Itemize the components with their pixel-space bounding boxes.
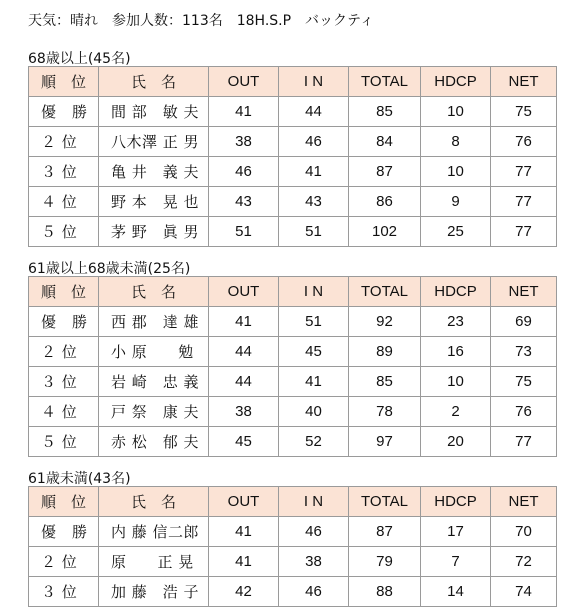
net-cell: 74 xyxy=(491,577,557,607)
column-header-in: I N xyxy=(279,67,349,97)
table-header-row xyxy=(29,67,557,97)
net-cell: 77 xyxy=(491,157,557,187)
name-cell: 岩 崎 忠 義 xyxy=(111,373,200,391)
column-header-out: OUT xyxy=(209,277,279,307)
out-cell: 45 xyxy=(209,427,279,457)
hdcp-cell: 10 xyxy=(421,97,491,127)
rank-cell: ２ 位 xyxy=(41,133,78,151)
section-title-61-to-68: 61歳以上68歳未満(25名) xyxy=(28,261,191,277)
in-cell: 38 xyxy=(279,547,349,577)
column-header-total: TOTAL xyxy=(349,67,421,97)
column-header-name: 氏 名 xyxy=(99,277,209,307)
column-header-out: OUT xyxy=(209,487,279,517)
table-row xyxy=(29,427,557,457)
total-cell: 92 xyxy=(349,307,421,337)
rank-cell: ３ 位 xyxy=(41,163,78,181)
net-cell: 76 xyxy=(491,397,557,427)
column-header-rank: 順 位 xyxy=(29,277,99,307)
column-header-net: NET xyxy=(491,67,557,97)
out-cell: 38 xyxy=(209,397,279,427)
net-cell: 75 xyxy=(491,97,557,127)
out-cell: 44 xyxy=(209,367,279,397)
net-cell: 75 xyxy=(491,367,557,397)
total-cell: 84 xyxy=(349,127,421,157)
hdcp-cell: 7 xyxy=(421,547,491,577)
rank-cell: 優 勝 xyxy=(41,103,88,121)
in-cell: 51 xyxy=(279,217,349,247)
hdcp-cell: 9 xyxy=(421,187,491,217)
out-cell: 41 xyxy=(209,517,279,547)
net-cell: 77 xyxy=(491,427,557,457)
rank-cell: ３ 位 xyxy=(41,583,78,601)
rank-cell: ２ 位 xyxy=(41,553,78,571)
total-cell: 97 xyxy=(349,427,421,457)
total-cell: 79 xyxy=(349,547,421,577)
hdcp-cell: 8 xyxy=(421,127,491,157)
table-row xyxy=(29,217,557,247)
hdcp-cell: 20 xyxy=(421,427,491,457)
table-header-row xyxy=(29,487,557,517)
table-header-row xyxy=(29,277,557,307)
out-cell: 42 xyxy=(209,577,279,607)
column-header-in: I N xyxy=(279,487,349,517)
in-cell: 52 xyxy=(279,427,349,457)
table-row xyxy=(29,367,557,397)
out-cell: 41 xyxy=(209,97,279,127)
net-cell: 72 xyxy=(491,547,557,577)
out-cell: 46 xyxy=(209,157,279,187)
column-header-name: 氏 名 xyxy=(99,67,209,97)
net-cell: 76 xyxy=(491,127,557,157)
total-cell: 86 xyxy=(349,187,421,217)
name-cell: 内 藤 信二郎 xyxy=(111,523,200,541)
rank-cell: ４ 位 xyxy=(41,193,78,211)
results-table-61-to-68 xyxy=(28,276,557,457)
name-cell: 間 部 敏 夫 xyxy=(111,103,200,121)
table-row xyxy=(29,517,557,547)
total-cell: 85 xyxy=(349,97,421,127)
table-row xyxy=(29,577,557,607)
table-row xyxy=(29,547,557,577)
in-cell: 41 xyxy=(279,157,349,187)
table-row xyxy=(29,157,557,187)
out-cell: 43 xyxy=(209,187,279,217)
hdcp-cell: 10 xyxy=(421,157,491,187)
name-cell: 八木澤 正 男 xyxy=(111,133,200,151)
net-cell: 77 xyxy=(491,187,557,217)
table-row xyxy=(29,187,557,217)
column-header-net: NET xyxy=(491,277,557,307)
column-header-rank: 順 位 xyxy=(29,487,99,517)
in-cell: 46 xyxy=(279,517,349,547)
column-header-hdcp: HDCP xyxy=(421,67,491,97)
section-title-68-plus: 68歳以上(45名) xyxy=(28,51,131,67)
in-cell: 46 xyxy=(279,577,349,607)
hdcp-cell: 10 xyxy=(421,367,491,397)
hdcp-cell: 17 xyxy=(421,517,491,547)
name-cell: 亀 井 義 夫 xyxy=(111,163,200,181)
rank-cell: ４ 位 xyxy=(41,403,78,421)
hdcp-cell: 25 xyxy=(421,217,491,247)
in-cell: 40 xyxy=(279,397,349,427)
total-cell: 89 xyxy=(349,337,421,367)
column-header-hdcp: HDCP xyxy=(421,277,491,307)
column-header-rank: 順 位 xyxy=(29,67,99,97)
total-cell: 78 xyxy=(349,397,421,427)
rank-cell: ５ 位 xyxy=(41,223,78,241)
rank-cell: ３ 位 xyxy=(41,373,78,391)
hdcp-cell: 2 xyxy=(421,397,491,427)
column-header-out: OUT xyxy=(209,67,279,97)
out-cell: 38 xyxy=(209,127,279,157)
out-cell: 41 xyxy=(209,547,279,577)
in-cell: 51 xyxy=(279,307,349,337)
column-header-total: TOTAL xyxy=(349,277,421,307)
rank-cell: ２ 位 xyxy=(41,343,78,361)
net-cell: 73 xyxy=(491,337,557,367)
section-title-under-61: 61歳未満(43名) xyxy=(28,471,131,487)
net-cell: 70 xyxy=(491,517,557,547)
results-table-68-plus xyxy=(28,66,557,247)
net-cell: 77 xyxy=(491,217,557,247)
in-cell: 43 xyxy=(279,187,349,217)
hdcp-cell: 16 xyxy=(421,337,491,367)
name-cell: 小 原 勉 xyxy=(111,343,194,361)
table-row xyxy=(29,337,557,367)
total-cell: 87 xyxy=(349,517,421,547)
total-cell: 102 xyxy=(349,217,421,247)
hdcp-cell: 14 xyxy=(421,577,491,607)
out-cell: 51 xyxy=(209,217,279,247)
in-cell: 41 xyxy=(279,367,349,397)
total-cell: 87 xyxy=(349,157,421,187)
name-cell: 加 藤 浩 子 xyxy=(111,583,200,601)
rank-cell: ５ 位 xyxy=(41,433,78,451)
column-header-total: TOTAL xyxy=(349,487,421,517)
page-header: 天気：晴れ 参加人数：113名 18H.S.P バックティ xyxy=(28,13,374,29)
results-table-under-61 xyxy=(28,486,557,607)
column-header-net: NET xyxy=(491,487,557,517)
out-cell: 41 xyxy=(209,307,279,337)
name-cell: 原 正 晃 xyxy=(111,553,194,571)
table-row xyxy=(29,127,557,157)
in-cell: 44 xyxy=(279,97,349,127)
name-cell: 戸 祭 康 夫 xyxy=(111,403,200,421)
table-row xyxy=(29,307,557,337)
table-row xyxy=(29,97,557,127)
column-header-hdcp: HDCP xyxy=(421,487,491,517)
column-header-in: I N xyxy=(279,277,349,307)
table-row xyxy=(29,397,557,427)
rank-cell: 優 勝 xyxy=(41,313,88,331)
in-cell: 45 xyxy=(279,337,349,367)
name-cell: 赤 松 郁 夫 xyxy=(111,433,200,451)
column-header-name: 氏 名 xyxy=(99,487,209,517)
total-cell: 85 xyxy=(349,367,421,397)
name-cell: 茅 野 眞 男 xyxy=(111,223,200,241)
rank-cell: 優 勝 xyxy=(41,523,88,541)
total-cell: 88 xyxy=(349,577,421,607)
net-cell: 69 xyxy=(491,307,557,337)
name-cell: 野 本 晃 也 xyxy=(111,193,200,211)
hdcp-cell: 23 xyxy=(421,307,491,337)
in-cell: 46 xyxy=(279,127,349,157)
out-cell: 44 xyxy=(209,337,279,367)
name-cell: 西 郡 達 雄 xyxy=(111,313,200,331)
